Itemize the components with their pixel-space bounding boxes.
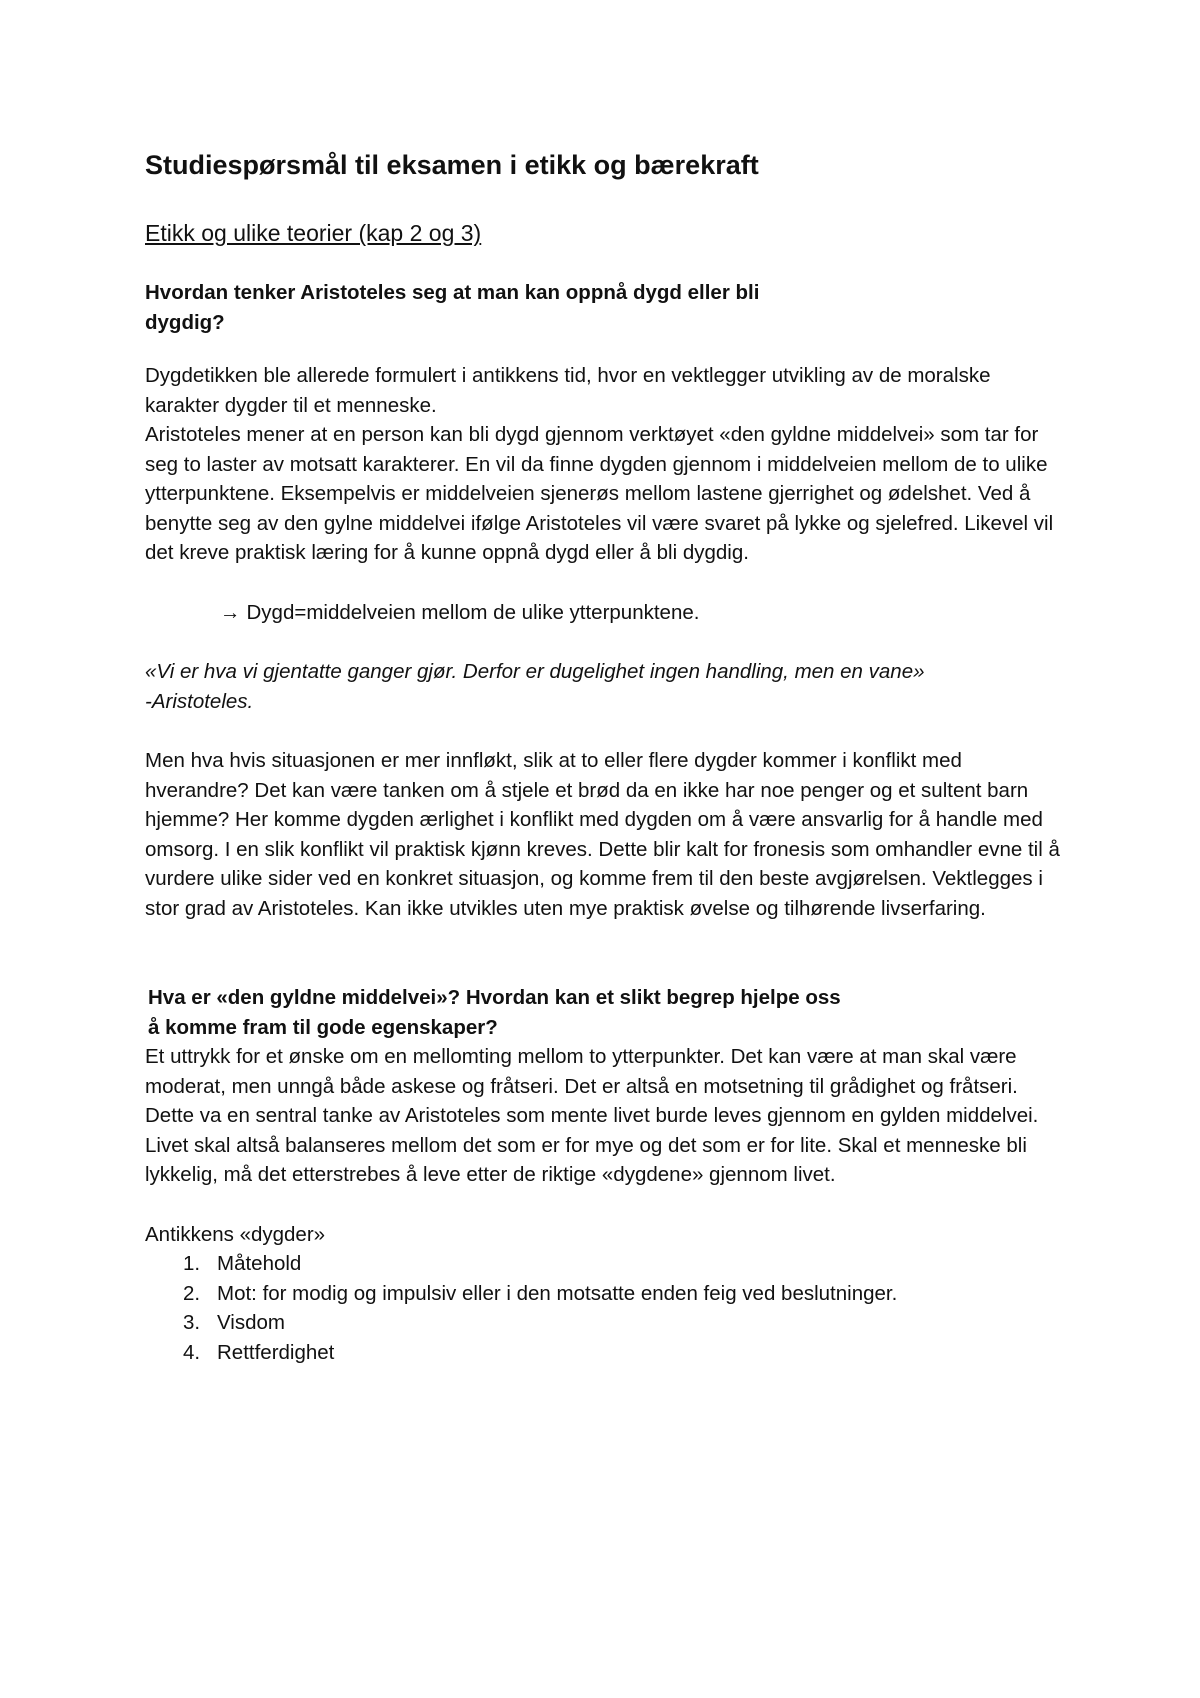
section-heading: Etikk og ulike teorier (kap 2 og 3): [145, 220, 482, 246]
q1-paragraph-1: Dygdetikken ble allerede formulert i antikkens tid, hvor en vektlegger utvikling av de moralske karakter dygder til et menneske.: [145, 364, 991, 417]
virtues-list: [145, 1249, 1065, 1367]
quote-author: -Aristoteles.: [145, 689, 254, 713]
list-item: 1. Måtehold: [183, 1252, 302, 1275]
document-title: Studiespørsmål til eksamen i etikk og bærekraft: [145, 150, 759, 180]
list-item: 4. Rettferdighet: [183, 1340, 335, 1364]
q1-paragraph-2: Aristoteles mener at en person kan bli dygd gjennom verktøyet «den gyldne middelvei» som tar for seg to laster av motsatt karakterer. En vil da finne dygden gjennom i middelveien mellom de to ulike ytterpunktene. Eksempelvis er middelveien sjenerøs mellom lastene gjerrighet og ødelshet. Ved å benytte seg av den gylne middelvei ifølge Aristoteles vil være svaret på lykke og sjelefred. Likevel vil det kreve praktisk læring for å kunne oppnå dygd eller å bli dygdig.: [145, 423, 1054, 564]
q1-paragraph-3: Men hva hvis situasjonen er mer innfløkt, slik at to eller flere dygder kommer i konflikt med hverandre? Det kan være tanken om å stjele et brød da en ikke har noe penger og et sultent barn hjemme? Her komme dygden ærlighet i konflikt med dygden om å være ansvarlig for å handle med omsorg. I en slik konflikt vil praktisk kjønn kreves. Dette blir kalt for fronesis som omhandler evne til å vurdere ulike sider ved en konkret situasjon, og komme frem til den beste avgjørelsen. Vektlegges i stor grad av Aristoteles. Kan ikke utvikles uten mye praktisk øvelse og tilhørende livserfaring.: [145, 749, 1060, 920]
list-item: 2. Mot: for modig og impulsiv eller i den motsatte enden feig ved beslutninger.: [183, 1281, 898, 1305]
document-content: [145, 148, 1065, 1367]
virtues-list-title: Antikkens «dygder»: [145, 1222, 326, 1246]
question-2: Hva er «den gyldne middelvei»? Hvordan kan et slikt begrep hjelpe oss å komme fram til gode egenskaper?: [148, 986, 841, 1039]
arrow-right-icon: →: [220, 600, 241, 624]
list-item: 3. Visdom: [183, 1311, 285, 1334]
question-1: Hvordan tenker Aristoteles seg at man kan oppnå dygd eller bli dygdig?: [145, 281, 760, 334]
q2-paragraph-1: Et uttrykk for et ønske om en mellomting mellom to ytterpunkter. Det kan være at man skal være moderat, men unngå både askese og fråtseri. Det er altså en motsetning til grådighet og fråtseri. Dette va en sentral tanke av Aristoteles som mente livet burde leves gjennom en gylden middelvei. Livet skal altså balanseres mellom det som er for mye og det som er for lite. Skal et menneske bli lykkelig, må det etterstrebes å leve etter de riktige «dygdene» gjennom livet.: [145, 1045, 1039, 1186]
arrow-summary: [145, 598, 1065, 628]
aristoteles-quote: «Vi er hva vi gjentatte ganger gjør. Derfor er dugelighet ingen handling, men en vane»: [145, 660, 925, 683]
arrow-summary-text: Dygd=middelveien mellom de ulike ytterpunktene.: [246, 600, 700, 624]
